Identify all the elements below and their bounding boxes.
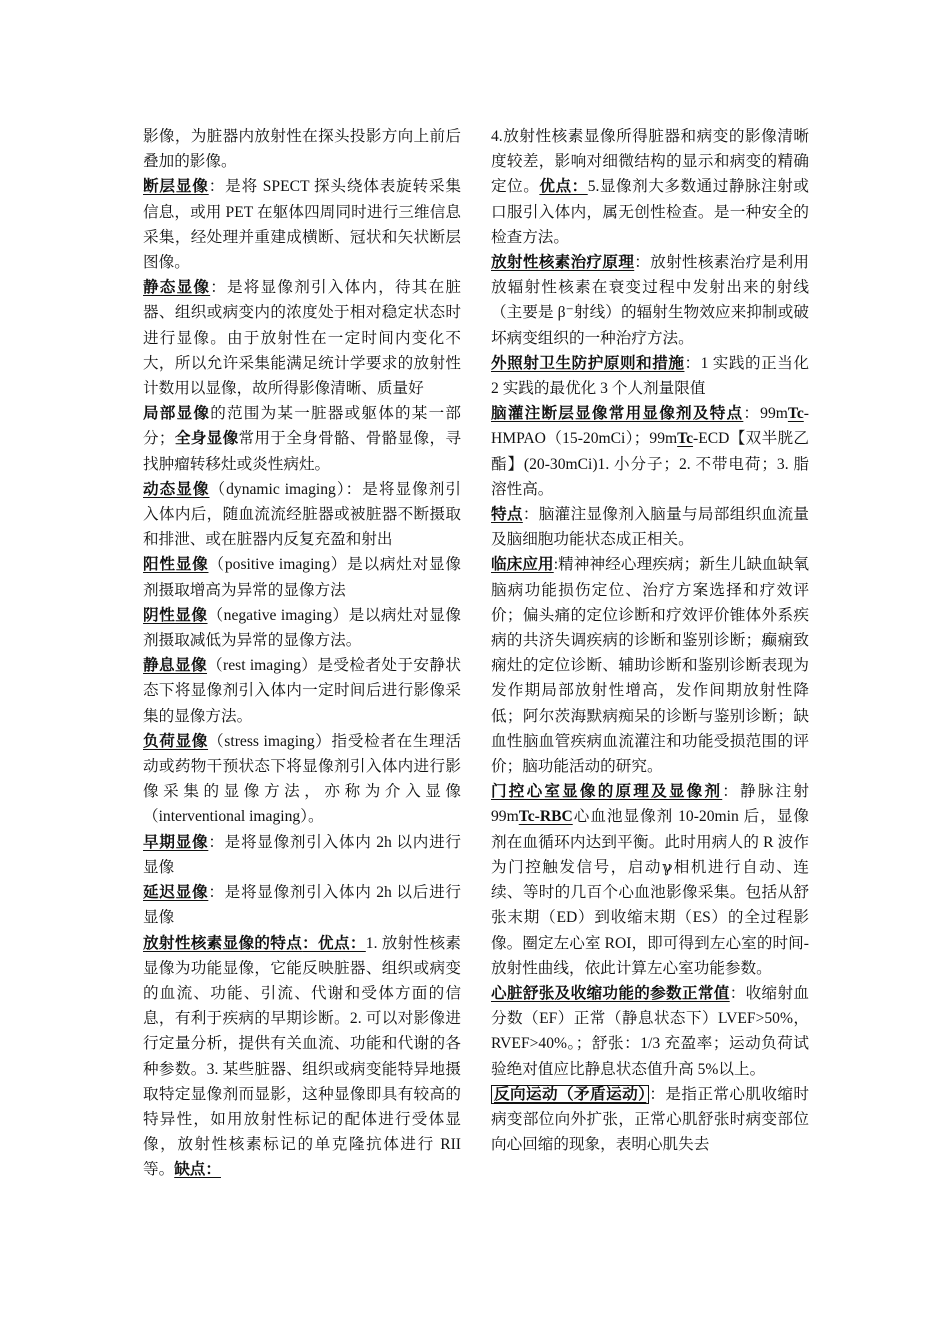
- term: Tc: [787, 405, 804, 423]
- paragraph-local-whole-body: [143, 401, 461, 477]
- term: Tc-RBC: [518, 808, 573, 826]
- right-column: [491, 124, 809, 1157]
- paragraph-brain-perfusion-agents: [491, 401, 809, 502]
- term: 早期显像: [143, 833, 209, 851]
- term: ：优点：: [302, 934, 366, 952]
- text: ：静脉注射 99m: [491, 783, 809, 826]
- text: ：是将 SPECT 探头绕体表旋转采集信息，或用 PET 在躯体四周同时进行三维信息采集，经处理并重建成横断、冠状和矢状断层图像。: [143, 178, 461, 272]
- paragraph-tomographic-imaging: [143, 174, 461, 275]
- term: 断层显像: [143, 178, 209, 196]
- paragraph-cardiac-function-values: [491, 981, 809, 1082]
- text: ：是将显像剂引入体内 2h 以内进行显像: [143, 833, 461, 876]
- term: 脑灌注断层显像常用显像剂及特点: [491, 405, 744, 423]
- term: 动态显像: [143, 480, 210, 498]
- text: 的范围为某一脏器或躯体的某一部分；: [143, 405, 461, 448]
- text: 5.显像剂大多数通过静脉注射或口服引入体内，属无创性检查。是一种安全的检查方法。: [491, 178, 809, 246]
- text: 心血池显像剂 10-20min 后，显像剂在血循环内达到平衡。此时用病人的 R 波作为门控触发信号，启动ℽ相机进行自动、连续、等时的几百个心血池影像采集。包括从舒张末期（ED）到收缩末期（ES）的全过程影像。圈定左心室 ROI，即可得到左心室的时间-放射性曲线，依此计算左心室功能参数。: [491, 808, 809, 977]
- paragraph-clinical-application: [491, 552, 809, 779]
- term: Tc: [677, 430, 694, 448]
- left-column: [143, 124, 461, 1183]
- text: 1. 放射性核素显像为功能显像，它能反映脏器、组织或病变的血流、功能、引流、代谢和受体方面的信息，有利于疾病的早期诊断。2. 可以对影像进行定量分析，提供有关血流、功能和代谢的各种参数。3. 某些脏器、组织或病变能特异地摄取特定显像剂而显影，这种显像即具有较高的特异性，如用放射性标记的配体进行受体显像，放射性核素标记的单克隆抗体进行 RII 等。: [143, 934, 461, 1179]
- text: （stress imaging）指受检者在生理活动或药物干预状态下将显像剂引入体内进行影像采集的显像方法，亦称为介入显像（interventional imaging）。: [143, 732, 461, 826]
- paragraph-disadvantages: [491, 124, 809, 250]
- term: 静态显像: [143, 279, 211, 297]
- term: 反向运动（矛盾运动）: [491, 1085, 649, 1104]
- text: ：放射性核素治疗是利用放辐射性核素在衰变过程中发射出来的射线（主要是 β⁻射线）的辐射生物效应来抑制或破坏病变组织的一种治疗方法。: [491, 254, 809, 347]
- text: （negative imaging）是以病灶对显像剂摄取减低为异常的显像方法。: [143, 606, 461, 650]
- text: ：是指正常心肌收缩时病变部位向外扩张，正常心肌舒张时病变部位向心回缩的现象，表明心肌失去: [491, 1085, 809, 1154]
- paragraph-negative-imaging: [143, 603, 461, 653]
- term: 特点: [491, 506, 523, 524]
- paragraph-gated-ventricle: [491, 779, 809, 981]
- paragraph-static-imaging: [143, 275, 461, 401]
- text: 4.放射性核素显像所得脏器和病变的影像清晰度较差，影响对细微结构的显示和病变的精确定位。: [491, 128, 809, 196]
- term: 心脏舒张及收缩功能的参数正常值: [491, 984, 730, 1002]
- term: 延迟显像: [143, 884, 209, 902]
- paragraph-radiation-protection: [491, 351, 809, 401]
- paragraph-rest-imaging: [143, 653, 461, 729]
- text: （dynamic imaging）：是将显像剂引入体内后，随血流流经脏器或被脏器不断摄取和排泄、或在脏器内反复充盈和射出: [143, 480, 461, 549]
- text: ：收缩射血分数（EF）正常（静息状态下）LVEF>50%，RVEF>40%。；舒张：1/3 充盈率；运动负荷试验绝对值应比静息状态值升高 5%以上。: [491, 984, 809, 1078]
- term: 临床应用: [491, 556, 554, 574]
- term: 优点：: [539, 178, 588, 196]
- text: （positive imaging）是以病灶对显像剂摄取增高为异常的显像方法: [143, 556, 461, 599]
- paragraph-therapy-principle: [491, 250, 809, 351]
- text: ：99m: [743, 405, 788, 423]
- term: 阴性显像: [143, 606, 208, 624]
- paragraph-early-imaging: [143, 830, 461, 880]
- paragraph-features: [491, 502, 809, 552]
- text: :精神神经心理疾病；新生儿缺血缺氧脑病功能损伤定位、治疗方案选择和疗效评价；偏头痛的定位诊断和疗效评价锥体外系疾病的共济失调疾病的诊断和鉴别诊断；癫痫致痫灶的定位诊断、辅助诊断和鉴别诊断表现为发作期局部放射性增高，发作间期放射性降低；阿尔茨海默病痴呆的诊断与鉴别诊断；缺血性脑血管疾病血流灌注和功能受损范围的评价；脑功能活动的研究。: [491, 556, 809, 776]
- term: 门控心室显像的原理及显像剂: [491, 783, 723, 801]
- text: （rest imaging）是受检者处于安静状态下将显像剂引入体内一定时间后进行影像采集的显像方法。: [143, 657, 461, 725]
- term: 局部显像: [143, 405, 211, 423]
- text: -HMPAO（15-20mCi）；99m: [491, 405, 809, 448]
- paragraph: [143, 124, 461, 174]
- term: 缺点：: [174, 1161, 221, 1179]
- paragraph-delayed-imaging: [143, 880, 461, 930]
- term: 放射性核素显像的特点: [143, 934, 303, 952]
- term: 全身显像: [174, 430, 239, 448]
- text: ：脑灌注显像剂入脑量与局部组织血流量及脑细胞功能状态成正相关。: [491, 506, 809, 549]
- term: 外照射卫生防护原则和措施: [491, 354, 685, 372]
- term: 负荷显像: [143, 732, 209, 750]
- text: ：1 实践的正当化 2 实践的最优化 3 个人剂量限值: [491, 354, 809, 398]
- term: 阳性显像: [143, 556, 209, 574]
- text: ：是将显像剂引入体内 2h 以后进行显像: [143, 884, 461, 927]
- paragraph-stress-imaging: [143, 729, 461, 830]
- term: 放射性核素治疗原理: [491, 254, 635, 272]
- paragraph-imaging-features: [143, 931, 461, 1183]
- text: 影像，为脏器内放射性在探头投影方向上前后叠加的影像。: [143, 128, 461, 171]
- text: 常用于全身骨骼、骨骼显像，寻找肿瘤转移灶或炎性病灶。: [143, 430, 461, 473]
- text: -ECD【双半胱乙酯】(20-30mCi)1. 小分子；2. 不带电荷；3. 脂溶性高。: [491, 430, 809, 498]
- paragraph-positive-imaging: [143, 552, 461, 602]
- term: 静息显像: [143, 657, 208, 675]
- paragraph-paradoxical-motion: [491, 1082, 809, 1158]
- paragraph-dynamic-imaging: [143, 477, 461, 553]
- text: ：是将显像剂引入体内，待其在脏器、组织或病变内的浓度处于相对稳定状态时进行显像。由于放射性在一定时间内变化不大，所以允许采集能满足统计学要求的放射性计数用以显像，故所得影像清晰、质量好: [143, 279, 461, 398]
